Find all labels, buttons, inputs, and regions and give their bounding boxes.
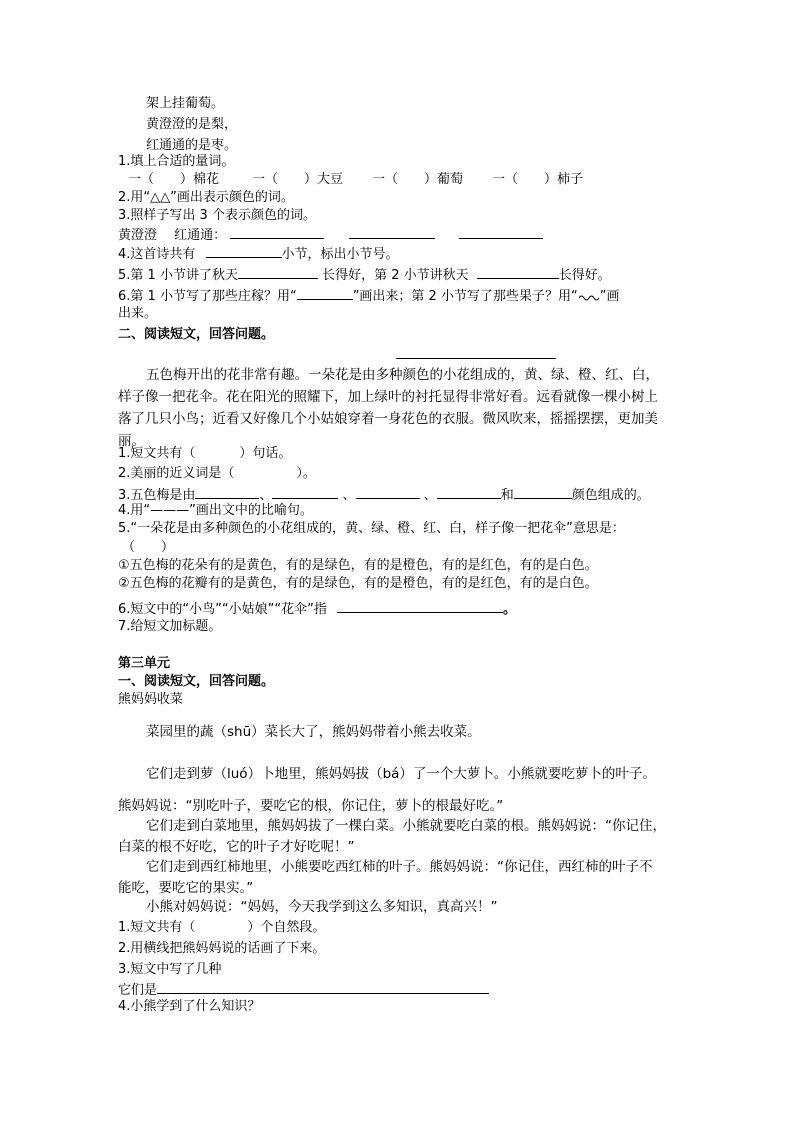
passage (118, 364, 678, 452)
s2-q2 (118, 466, 316, 482)
poem-line-2: 黄澄澄的是梨， (146, 117, 238, 132)
passage-line-1: 五色梅开出的花非常有趣。一朵花是由多种颜色的小花组成的，黄、绿、橙、红、白， (146, 367, 659, 383)
poem-q6-text-2: ”画出来；第 2 小节写了那些果子？用“ (352, 289, 578, 304)
s2-q5-option-2[interactable]: ②五色梅的花瓣有的是黄色，有的是绿色，有的是橙色，有的是红色，有的是白色。 (118, 576, 598, 591)
poem-q1-item-4: 一（ ）柿子 (492, 172, 584, 187)
poem-q2: 2.用“△△”画出表示颜色的词。 (118, 190, 294, 205)
story-p3: 熊妈妈说：“别吃叶子，要吃它的根，你记住，萝卜的根最好吃。” (118, 798, 504, 814)
unit-title: 第三单元 (118, 656, 171, 671)
answer-blank[interactable] (297, 287, 353, 300)
u3-q1 (118, 920, 325, 936)
poem-q5-text-3: 长得好。 (558, 268, 611, 283)
poem-q6-text: 6.第 1 小节写了那些庄稼？用“ (118, 289, 297, 304)
answer-blank[interactable] (230, 226, 324, 239)
wavy-line-icon (578, 292, 600, 302)
u3-q2: 2.用横线把熊妈妈说的话画了下来。 (118, 941, 326, 956)
s2-q3-and: 和 (500, 488, 514, 503)
s2-q2-text: 2.美丽的近义词是（ (118, 466, 235, 481)
story-p6: 小熊对妈妈说：“妈妈，今天我学到这么多知识，真高兴！” (146, 899, 498, 915)
story-p5-line-2: 能吃，要吃它的果实。” (118, 880, 254, 896)
poem-q4 (118, 245, 399, 263)
s2-q3-text: 3.五色梅是由 (118, 488, 196, 503)
answer-blank[interactable] (459, 226, 543, 239)
u3-q3: 3.短文中写了几种 (118, 962, 222, 977)
poem-q4-text-2: 小节，标出小节号。 (281, 247, 399, 262)
answer-blank[interactable] (238, 266, 318, 279)
story-p2: 它们走到萝（luó）卜地里，熊妈妈拔（bá）了一个大萝卜。小熊就要吃萝卜的叶子。 (146, 766, 656, 782)
s2-q6-text: 6.短文中的“小鸟”“小姑娘”“花伞”指 (118, 602, 327, 617)
s2-q7: 7.给短文加标题。 (118, 619, 222, 634)
s2-q5-paren: （ ） (122, 540, 175, 555)
s2-q1 (118, 446, 291, 462)
poem-q6 (118, 287, 619, 305)
story-p4-line-2: 白菜的根不好吃，它的叶子才好吃呢！” (118, 839, 355, 855)
section-heading: 二、阅读短文，回答问题。 (118, 327, 275, 342)
s2-q3-sep: 、 (423, 488, 437, 503)
unit-section-heading: 一、阅读短文，回答问题。 (118, 674, 275, 689)
poem-q3-examples: 黄澄澄 红通通： (118, 228, 227, 243)
story-p5-line-1: 它们走到西红柿地里，小熊要吃西红柿的叶子。熊妈妈说：“你记住，西红柿的叶子不 (146, 859, 653, 875)
poem-q1-item-3: 一（ ）葡萄 (372, 172, 464, 187)
passage-line-2: 样子像一把花伞。花在阳光的照耀下，加上绿叶的衬托显得非常好看。远看就像一棵小树上 (118, 389, 658, 405)
answer-blank[interactable] (206, 245, 282, 258)
passage-line-3: 落了几只小鸟；近看又好像几个小姑娘穿着一身花色的衣服。微风吹来，摇摇摆摆，更加美 (118, 411, 658, 427)
s2-q1-text-2: ）句话。 (239, 446, 292, 461)
u3-q1-text: 1.短文共有（ (118, 920, 196, 935)
poem-q5-text: 5.第 1 小节讲了秋天 (118, 268, 238, 283)
poem-q4-text: 4.这首诗共有 (118, 247, 196, 262)
poem-q1-item-2: 一（ ）大豆 (252, 172, 344, 187)
s2-q5-option-1[interactable]: ①五色梅的花朵有的是黄色，有的是绿色，有的是橙色，有的是红色，有的是白色。 (118, 558, 598, 573)
story-title: 熊妈妈收菜 (118, 692, 184, 707)
u3-q1-text-2: ）个自然段。 (247, 920, 326, 935)
u3-q3-text: 它们是 (118, 983, 158, 998)
poem-q1-item-1: 一（ ）棉花 (128, 172, 220, 187)
s2-q2-text-2: ）。 (296, 466, 316, 481)
poem-line-1: 架上挂葡萄。 (146, 96, 225, 111)
answer-blank[interactable] (437, 486, 501, 499)
answer-blank[interactable] (272, 486, 338, 499)
s2-q3-end: 颜色组成的。 (571, 488, 650, 503)
answer-blank[interactable] (514, 486, 572, 499)
poem-line-3: 红通通的是枣。 (146, 138, 238, 153)
u3-q3-answer (118, 981, 489, 999)
answer-blank[interactable] (337, 600, 503, 613)
s2-q6 (118, 600, 516, 618)
poem-q5-text-2: 长得好，第 2 小节讲秋天 (322, 268, 469, 283)
s2-q3-sep: 、 (342, 488, 356, 503)
answer-blank[interactable] (157, 981, 489, 994)
s2-q6-text-2: 。 (502, 602, 516, 617)
poem-q3: 3.照样子写出 3 个表示颜色的词。 (118, 208, 316, 223)
poem-q1: 1.填上合适的量词。 (118, 154, 235, 169)
s2-q3 (118, 486, 650, 504)
story-p5 (118, 857, 678, 899)
u3-q4: 4.小熊学到了什么知识？ (118, 999, 261, 1014)
story-p4-line-1: 它们走到白菜地里，熊妈妈拔了一棵白菜。小熊就要吃白菜的根。熊妈妈说：“你记住， (146, 818, 666, 834)
poem-q5 (118, 266, 611, 284)
story-p1: 菜园里的蔬（shū）菜长大了，熊妈妈带着小熊去收菜。 (146, 724, 481, 740)
s2-q1-text: 1.短文共有（ (118, 446, 196, 461)
answer-blank[interactable] (356, 486, 420, 499)
title-blank[interactable] (396, 358, 556, 359)
poem-q3-line (118, 226, 543, 244)
poem-q6-end: 出来。 (118, 306, 158, 321)
passage-line-4: 丽。 (118, 433, 145, 449)
s2-q5: 5.“一朵花是由多种颜色的小花组成的，黄、绿、橙、红、白，样子像一把花伞”意思是： (118, 521, 625, 536)
answer-blank[interactable] (349, 226, 435, 239)
story-p4 (118, 816, 678, 858)
answer-blank[interactable] (195, 486, 259, 499)
s2-q4: 4.用“———”画出文中的比喻句。 (118, 503, 313, 518)
s2-q3-sep: 、 (259, 488, 273, 503)
answer-blank[interactable] (477, 266, 559, 279)
poem-q6-text-3: ”画 (599, 289, 620, 304)
